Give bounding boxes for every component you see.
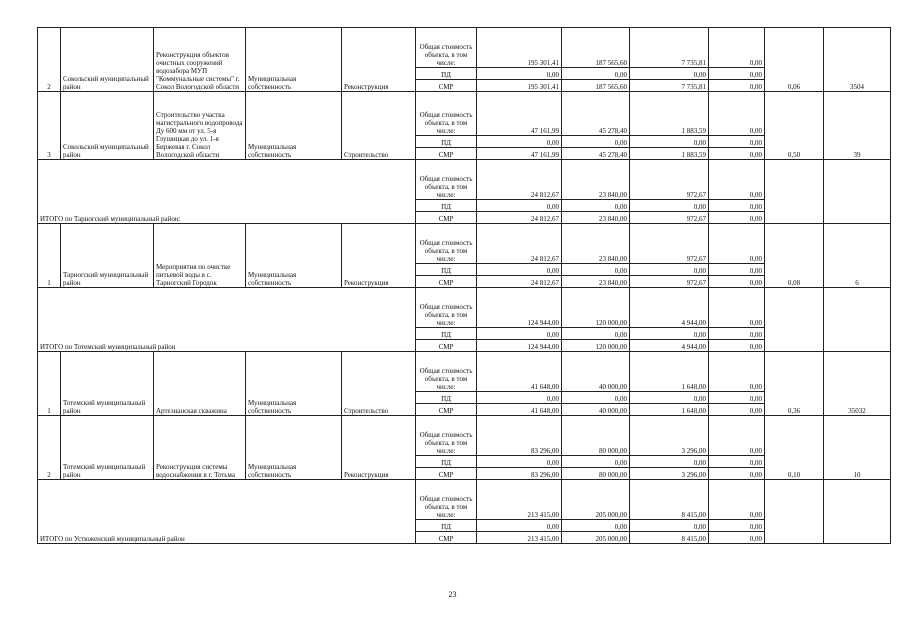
quantity-cell: 10: [824, 416, 891, 480]
total-title: ИТОГО по Тарногский муниципальный район:: [38, 160, 416, 224]
amount-cell: 213 415,00: [477, 480, 562, 520]
amount-cell: 195 301,41: [477, 80, 562, 92]
amount-cell: 0,00: [477, 392, 562, 404]
amount-cell: 0,00: [477, 328, 562, 340]
amount-cell: 47 161,99: [477, 92, 562, 136]
total-row: [38, 480, 891, 520]
object-name-cell: Реконструкция объектов очистных сооружений водозабора МУП "Коммунальные системы" г. Сокол Вологодской области: [154, 28, 246, 92]
quantity-cell: 39: [824, 92, 891, 160]
object-name-cell: Артезианская скважина: [154, 352, 246, 416]
amount-cell: 0,00: [709, 148, 765, 160]
cost-line-label: СМР: [416, 468, 477, 480]
amount-cell: 0,00: [709, 224, 765, 264]
amount-cell: 0,00: [709, 532, 765, 544]
amount-cell: 0,00: [562, 328, 630, 340]
amount-cell: 0,00: [709, 468, 765, 480]
amount-cell: 3 296,00: [630, 468, 709, 480]
amount-cell: 8 415,00: [630, 480, 709, 520]
amount-cell: 0,00: [630, 68, 709, 80]
table-row: [38, 352, 891, 392]
cost-line-label: СМР: [416, 404, 477, 416]
ownership-cell: Муниципальная собственность: [246, 352, 342, 416]
total-row: [38, 288, 891, 328]
amount-cell: 0,00: [562, 136, 630, 148]
ownership-cell: Муниципальная собственность: [246, 28, 342, 92]
quantity-cell: 6: [824, 224, 891, 288]
empty-cell: [765, 160, 824, 224]
amount-cell: 972,67: [630, 212, 709, 224]
district-cell: Тотемский муниципальный район: [61, 352, 154, 416]
work-type-cell: Строительство: [342, 92, 416, 160]
amount-cell: 24 812,67: [477, 212, 562, 224]
amount-cell: 4 944,00: [630, 288, 709, 328]
amount-cell: 47 161,99: [477, 148, 562, 160]
amount-cell: 0,00: [709, 404, 765, 416]
cost-line-label: СМР: [416, 340, 477, 352]
amount-cell: 0,00: [477, 264, 562, 276]
amount-cell: 1 883,59: [630, 148, 709, 160]
amount-cell: 0,00: [562, 264, 630, 276]
cost-line-label: Общая стоимость объекта, в том числе:: [416, 288, 477, 328]
table-row: [38, 28, 891, 68]
cost-line-label: ПД: [416, 200, 477, 212]
amount-cell: 972,67: [630, 224, 709, 264]
amount-cell: 124 944,00: [477, 340, 562, 352]
row-number: 3: [38, 92, 61, 160]
total-title: ИТОГО по Устюженский муниципальный район: [38, 480, 416, 544]
amount-cell: 0,00: [630, 392, 709, 404]
amount-cell: 0,00: [709, 264, 765, 276]
amount-cell: 23 840,00: [562, 224, 630, 264]
amount-cell: 0,00: [709, 28, 765, 68]
amount-cell: 124 944,00: [477, 288, 562, 328]
amount-cell: 0,00: [562, 456, 630, 468]
percent-cell: 0,08: [765, 224, 824, 288]
row-number: 1: [38, 224, 61, 288]
ownership-cell: Муниципальная собственность: [246, 416, 342, 480]
cost-line-label: Общая стоимость объекта, в том числе:: [416, 160, 477, 200]
district-cell: Сокольский муниципальный район: [61, 92, 154, 160]
amount-cell: 187 565,60: [562, 80, 630, 92]
amount-cell: 0,00: [630, 136, 709, 148]
work-type-cell: Реконструкция: [342, 224, 416, 288]
amount-cell: 0,00: [709, 212, 765, 224]
cost-line-label: ПД: [416, 136, 477, 148]
amount-cell: 0,00: [477, 68, 562, 80]
row-number: 2: [38, 416, 61, 480]
percent-cell: 0,10: [765, 416, 824, 480]
amount-cell: 972,67: [630, 276, 709, 288]
cost-line-label: СМР: [416, 148, 477, 160]
empty-cell: [824, 160, 891, 224]
amount-cell: 0,00: [562, 520, 630, 532]
row-number: 2: [38, 28, 61, 92]
amount-cell: 0,00: [709, 68, 765, 80]
amount-cell: 0,00: [709, 340, 765, 352]
amount-cell: 0,00: [477, 456, 562, 468]
amount-cell: 80 000,00: [562, 468, 630, 480]
amount-cell: 0,00: [709, 288, 765, 328]
cost-line-label: СМР: [416, 212, 477, 224]
amount-cell: 23 840,00: [562, 276, 630, 288]
amount-cell: 0,00: [477, 136, 562, 148]
amount-cell: 83 296,00: [477, 416, 562, 456]
ownership-cell: Муниципальная собственность: [246, 224, 342, 288]
cost-line-label: ПД: [416, 68, 477, 80]
amount-cell: 0,00: [709, 416, 765, 456]
work-type-cell: Строительство: [342, 352, 416, 416]
amount-cell: 41 648,00: [477, 352, 562, 392]
quantity-cell: 35032: [824, 352, 891, 416]
cost-line-label: Общая стоимость объекта, в том числе:: [416, 224, 477, 264]
amount-cell: 0,00: [709, 200, 765, 212]
amount-cell: 7 735,81: [630, 28, 709, 68]
percent-cell: 0,36: [765, 352, 824, 416]
amount-cell: 0,00: [630, 264, 709, 276]
amount-cell: 0,00: [630, 328, 709, 340]
amount-cell: 0,00: [709, 136, 765, 148]
amount-cell: 45 278,40: [562, 148, 630, 160]
cost-line-label: Общая стоимость объекта, в том числе:: [416, 28, 477, 68]
cost-line-label: СМР: [416, 276, 477, 288]
document-page: [37, 27, 866, 544]
amount-cell: 1 648,00: [630, 404, 709, 416]
cost-line-label: Общая стоимость объекта, в том числе:: [416, 92, 477, 136]
amount-cell: 1 648,00: [630, 352, 709, 392]
amount-cell: 0,00: [709, 80, 765, 92]
amount-cell: 23 840,00: [562, 212, 630, 224]
cost-line-label: ПД: [416, 392, 477, 404]
amount-cell: 213 415,00: [477, 532, 562, 544]
cost-line-label: Общая стоимость объекта, в том числе:: [416, 480, 477, 520]
amount-cell: 0,00: [477, 520, 562, 532]
amount-cell: 3 296,00: [630, 416, 709, 456]
amount-cell: 41 648,00: [477, 404, 562, 416]
amount-cell: 187 565,60: [562, 28, 630, 68]
cost-line-label: Общая стоимость объекта, в том числе:: [416, 416, 477, 456]
amount-cell: 0,00: [630, 520, 709, 532]
work-type-cell: Реконструкция: [342, 416, 416, 480]
percent-cell: 0,50: [765, 92, 824, 160]
amount-cell: 80 000,00: [562, 416, 630, 456]
amount-cell: 0,00: [630, 200, 709, 212]
work-type-cell: Реконструкция: [342, 28, 416, 92]
district-cell: Тотемский муниципальный район: [61, 416, 154, 480]
row-number: 1: [38, 352, 61, 416]
amount-cell: 24 812,67: [477, 160, 562, 200]
amount-cell: 0,00: [630, 456, 709, 468]
empty-cell: [765, 288, 824, 352]
cost-line-label: ПД: [416, 520, 477, 532]
cost-line-label: СМР: [416, 532, 477, 544]
amount-cell: 0,00: [709, 352, 765, 392]
amount-cell: 972,67: [630, 160, 709, 200]
amount-cell: 0,00: [562, 68, 630, 80]
amount-cell: 83 296,00: [477, 468, 562, 480]
amount-cell: 120 000,00: [562, 288, 630, 328]
amount-cell: 0,00: [562, 200, 630, 212]
amount-cell: 24 812,67: [477, 276, 562, 288]
object-name-cell: Строительство участка магистрального водопровода Ду 600 мм от ул. 5-я Глушицкая до ул. 1-я Биржевая г. Сокол Вологодской области: [154, 92, 246, 160]
amount-cell: 0,00: [477, 200, 562, 212]
total-title: ИТОГО по Тотемский муниципальный район: [38, 288, 416, 352]
cost-line-label: ПД: [416, 264, 477, 276]
amount-cell: 120 000,00: [562, 340, 630, 352]
cost-line-label: ПД: [416, 456, 477, 468]
amount-cell: 24 812,67: [477, 224, 562, 264]
table-row: [38, 416, 891, 456]
amount-cell: 205 000,00: [562, 480, 630, 520]
amount-cell: 0,00: [562, 392, 630, 404]
cost-line-label: ПД: [416, 328, 477, 340]
cost-line-label: СМР: [416, 80, 477, 92]
table-row: [38, 92, 891, 136]
amount-cell: 0,00: [709, 392, 765, 404]
amount-cell: 0,00: [709, 480, 765, 520]
empty-cell: [824, 480, 891, 544]
total-row: [38, 160, 891, 200]
cost-line-label: Общая стоимость объекта, в том числе:: [416, 352, 477, 392]
amount-cell: 0,00: [709, 92, 765, 136]
district-cell: Тарногский муниципальный район: [61, 224, 154, 288]
investment-objects-table: [37, 27, 891, 544]
amount-cell: 45 278,40: [562, 92, 630, 136]
amount-cell: 0,00: [709, 160, 765, 200]
quantity-cell: 3504: [824, 28, 891, 92]
amount-cell: 4 944,00: [630, 340, 709, 352]
amount-cell: 205 000,00: [562, 532, 630, 544]
empty-cell: [824, 288, 891, 352]
amount-cell: 23 840,00: [562, 160, 630, 200]
page-number: 23: [448, 590, 457, 599]
ownership-cell: Муниципальная собственность: [246, 92, 342, 160]
amount-cell: 0,00: [709, 520, 765, 532]
amount-cell: 0,00: [709, 456, 765, 468]
amount-cell: 8 415,00: [630, 532, 709, 544]
amount-cell: 40 000,00: [562, 404, 630, 416]
object-name-cell: Реконструкция системы водоснабжения в г. Тотьма: [154, 416, 246, 480]
district-cell: Сокольский муниципальный район: [61, 28, 154, 92]
object-name-cell: Мероприятия по очистке питьевой воды в с. Тарногский Городок: [154, 224, 246, 288]
empty-cell: [765, 480, 824, 544]
table-row: [38, 224, 891, 264]
amount-cell: 7 735,81: [630, 80, 709, 92]
amount-cell: 0,00: [709, 276, 765, 288]
amount-cell: 1 883,59: [630, 92, 709, 136]
amount-cell: 195 301,41: [477, 28, 562, 68]
amount-cell: 40 000,00: [562, 352, 630, 392]
percent-cell: 0,06: [765, 28, 824, 92]
amount-cell: 0,00: [709, 328, 765, 340]
